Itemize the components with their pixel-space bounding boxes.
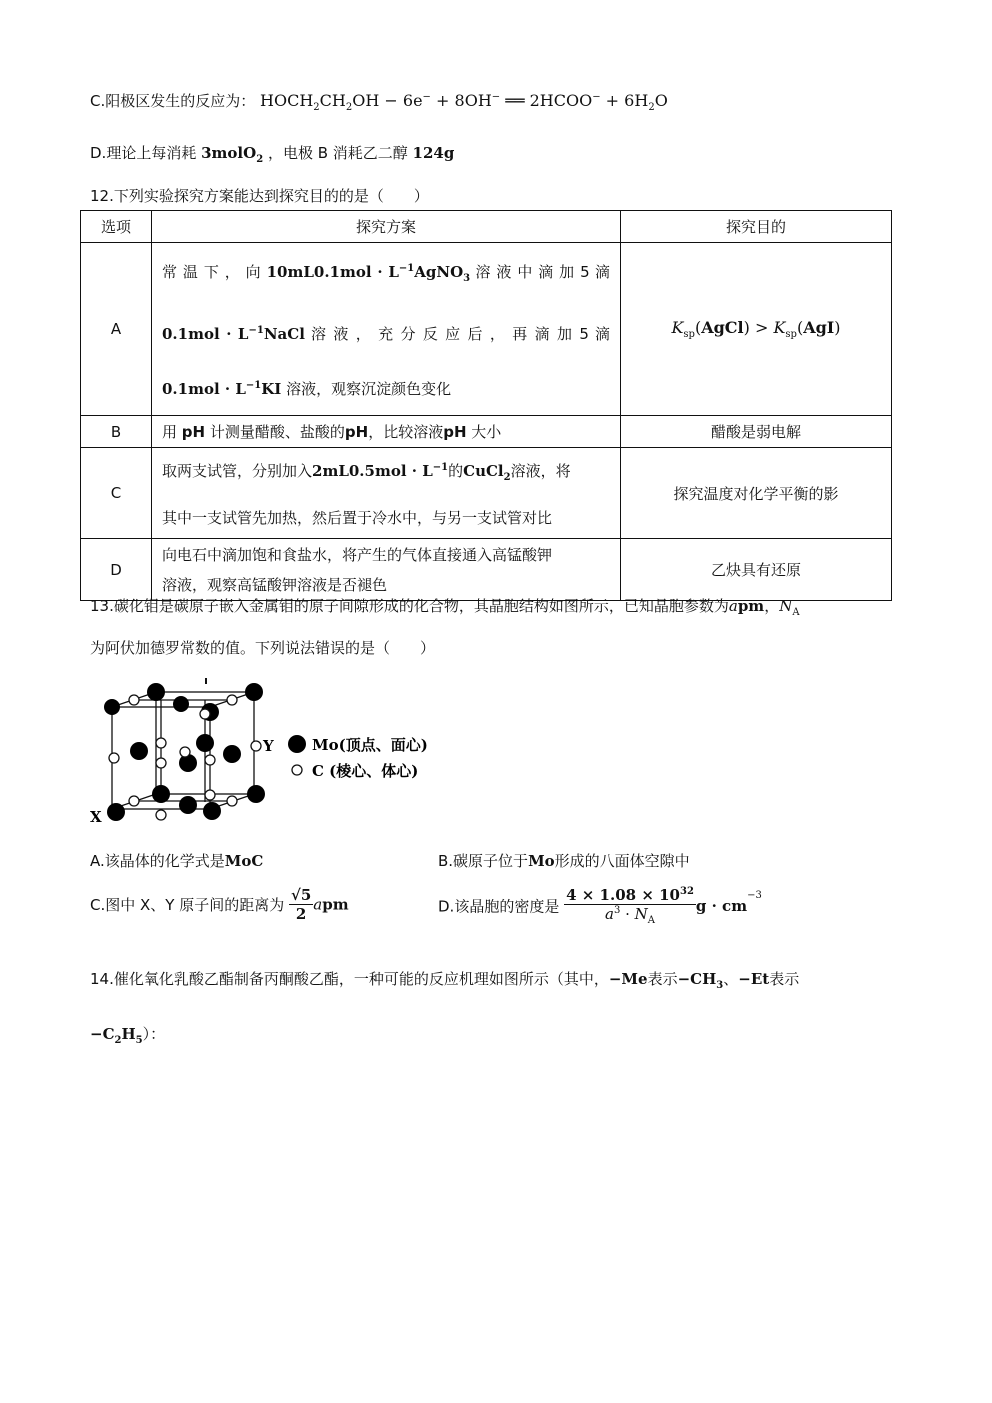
q13-option-c: C.图中 X、Y 原子间的距离为 $\frac{√5}{2}$ apm <box>90 886 349 923</box>
crystal-cell-figure <box>88 670 448 830</box>
legend-c: C (棱心、体心) <box>312 762 419 780</box>
table-row: A 常 温 下 ， 向 $10mL0.1mol \cdot L^{-1}AgNO_3$ 溶 液 中 滴 加 5 滴 $0.1mol \cdot L^{-1}NaCl$ 溶 液 ， 充 分 反 应 后 ， 再 滴 加 5 滴 $0.1mol \cdot L^{-1}KI$ 溶液，观察沉淀颜色变化 $K_{sp}(AgCl) > K_{sp}(AgI)$ <box>81 243 892 416</box>
q11-option-d: D.理论上每消耗 3molO$_2$ ，电极 B 消耗乙二醇 124g <box>90 144 455 165</box>
legend-mo-marker <box>288 735 306 753</box>
q14-stem-line-1: 14.催化氧化乳酸乙酯制备丙酮酸乙酯，一种可能的反应机理如图所示（其中，−Me表示$-CH_3$、−Et表示 <box>90 970 800 991</box>
legend-c-marker <box>292 765 302 775</box>
table-header-row: 选项 探究方案 探究目的 <box>81 211 892 243</box>
q11-option-c: C.阳极区发生的反应为： $HOCH_2CH_2OH - 6e^- + 8OH^-$ ══ 2HCOO− + $6H_2O$ <box>90 91 668 114</box>
row-a-line-3: $0.1mol \cdot L^{-1}KI$ 溶液，观察沉淀颜色变化 <box>162 380 452 398</box>
q13-stem-line-2: 为阿伏加德罗常数的值。下列说法错误的是（ ） <box>90 639 436 657</box>
table-row: D 向电石中滴加饱和食盐水，将产生的气体直接通入高锰酸钾 溶液，观察高锰酸钾溶液是否褪色 乙炔具有还原 <box>81 539 892 601</box>
table-row: C 取两支试管，分别加入$2mL0.5mol \cdot L^{-1}$的CuCl$_2$溶液，将 其中一支试管先加热，然后置于冷水中，与另一支试管对比 探究温度对化学平衡的影 <box>81 448 892 539</box>
q13-option-b: B.碳原子位于Mo形成的八面体空隙中 <box>438 852 690 870</box>
row-a-line-1: 常 温 下 ， 向 $10mL0.1mol \cdot L^{-1}AgNO_3$ 溶 液 中 滴 加 5 滴 <box>162 263 610 284</box>
q12-table <box>80 210 892 601</box>
q13-option-d: D.该晶胞的密度是 $\frac{4 \times 1.08 \times 10^{32}}{a^3 \cdot N_A}$ $g \cdot cm^{-3}$ <box>438 886 762 926</box>
row-a-line-2: $0.1mol \cdot L^{-1}NaCl$ 溶 液 ， 充 分 反 应 后 ， 再 滴 加 5 滴 <box>162 325 610 343</box>
q12-stem: 12.下列实验探究方案能达到探究目的的是（ ） <box>90 187 429 205</box>
legend-mo: Mo(顶点、面心) <box>312 736 428 754</box>
q13-option-a: A.该晶体的化学式是MoC <box>90 852 264 870</box>
table-row: B 用 pH 计测量醋酸、盐酸的pH，比较溶液pH 大小 醋酸是弱电解 <box>81 416 892 448</box>
row-a-goal: $K_{sp}(AgCl) > K_{sp}(AgI)$ <box>621 243 892 416</box>
q11-anode-equation: $HOCH_2CH_2OH - 6e^- + 8OH^-$ ══ 2HCOO− + $6H_2O$ <box>260 91 668 114</box>
label-x: X <box>90 808 102 826</box>
q14-stem-line-2: $-C_2H_5$）： <box>90 1025 166 1046</box>
label-y: Y <box>263 737 274 755</box>
q13-stem-line-1: 13.碳化钼是碳原子嵌入金属钼的原子间隙形成的化合物，其晶胞结构如图所示，已知晶胞参数为apm，$N_A$ <box>90 597 800 618</box>
